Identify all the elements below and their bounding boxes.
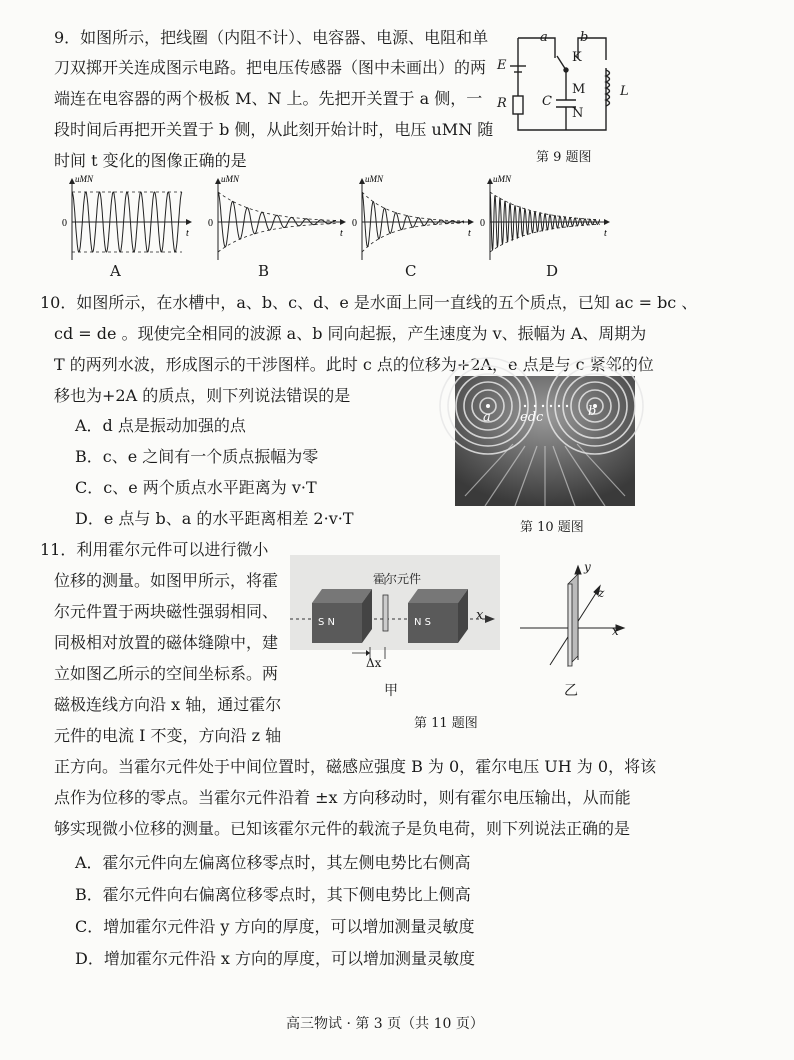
right-magnet-poles: N S <box>414 617 432 628</box>
q11-figure-caption: 第 11 题图 <box>414 716 478 731</box>
q9-figure-caption: 第 9 题图 <box>536 150 592 165</box>
left-magnet-poles: S N <box>318 617 336 628</box>
q10-line-1: 10．如图所示，在水槽中，a、b、c、d、e 是水面上同一直线的五个质点，已知 ac = bc 、 <box>40 293 698 312</box>
graph-C-y-label: uMN <box>365 174 383 184</box>
graph-D-curve <box>490 192 600 250</box>
q9-option-graphs <box>0 0 794 300</box>
graph-C-x-arrow <box>468 219 474 225</box>
dx-label: Δx <box>366 656 382 670</box>
graph-D-y-label: uMN <box>493 174 511 184</box>
circuit-label-K: K <box>572 50 582 65</box>
yi-z-axis-label: z <box>598 586 605 600</box>
q11-line-9: 点作为位移的零点。当霍尔元件沿着 ±x 方向移动时，则有霍尔电压输出，从而能 <box>54 788 631 807</box>
q9-line-3: 端连在电容器的两个极板 M、N 上。先把开关置于 a 侧，一 <box>54 89 483 108</box>
q11-line-7: 元件的电流 I 不变，方向沿 z 轴 <box>54 726 282 745</box>
jia-x-axis-label: x <box>476 608 484 623</box>
yi-y-axis-label: y <box>584 560 591 574</box>
yi-x-axis-label: x <box>612 624 619 638</box>
graph-B-curve <box>218 192 336 247</box>
graph-B-origin: 0 <box>208 218 213 229</box>
circuit-label-N: N <box>572 106 584 121</box>
q11-line-2: 位移的测量。如图甲所示，将霍 <box>54 571 279 590</box>
circuit-label-M: M <box>572 82 586 97</box>
q11-option-D: D．增加霍尔元件沿 x 方向的厚度，可以增加测量灵敏度 <box>75 949 476 968</box>
graph-A-y-label: uMN <box>75 174 93 184</box>
q9-line-4: 段时间后再把开关置于 b 侧，从此刻开始计时，电压 uMN 随 <box>54 120 494 139</box>
q9-line-2: 刀双掷开关连成图示电路。把电压传感器（图中未画出）的两 <box>54 58 487 77</box>
q10-line-4: 移也为+2A 的质点，则下列说法错误的是 <box>54 386 351 405</box>
circuit-label-L: L <box>620 84 629 99</box>
graph-C-origin: 0 <box>352 218 357 229</box>
hall-element-label: 霍尔元件 <box>373 572 422 586</box>
q10-line-2: cd = de 。现使完全相同的波源 a、b 同向起振，产生速度为 v、振幅为 A、周期为 <box>54 324 647 343</box>
circuit-label-R: R <box>497 96 507 111</box>
graph-D-x-label: t <box>604 228 607 239</box>
q9-line-5: 时间 t 变化的图像正确的是 <box>54 151 247 170</box>
figure-jia-name: 甲 <box>384 683 398 699</box>
q11-line-1: 11．利用霍尔元件可以进行微小 <box>40 540 269 559</box>
circuit-label-b: b <box>580 30 589 45</box>
graph-A-x-label: t <box>186 228 189 239</box>
q9-option-A-label: A <box>110 262 121 280</box>
q11-line-5: 立如图乙所示的空间坐标系。两 <box>54 664 279 683</box>
graph-B-envelope-bottom <box>218 224 336 253</box>
q9-option-C-label: C <box>405 262 417 280</box>
circuit-label-C: C <box>542 94 552 109</box>
circuit-label-a: a <box>540 30 548 45</box>
q9-option-D-label: D <box>546 262 559 280</box>
q9-option-B-label: B <box>258 262 270 280</box>
graph-A-x-arrow <box>186 219 192 225</box>
graph-B-x-arrow <box>340 219 346 225</box>
q10-option-B: B．c、e 之间有一个质点振幅为零 <box>75 447 319 466</box>
graph-C-curve <box>362 192 464 247</box>
q11-option-C: C．增加霍尔元件沿 y 方向的厚度，可以增加测量灵敏度 <box>75 917 475 936</box>
graph-B-y-label: uMN <box>221 174 239 184</box>
graph-D-x-arrow <box>604 219 610 225</box>
q11-line-4: 同极相对放置的磁体缝隙中，建 <box>54 633 279 652</box>
q11-line-8: 正方向。当霍尔元件处于中间位置时，磁感应强度 B 为 0，霍尔电压 UH 为 0，将该 <box>54 757 657 776</box>
q10-line-3: T 的两列水波，形成图示的干涉图样。此时 c 点的位移为+2A，e 点是与 c 紧邻的位 <box>54 355 654 374</box>
photo-label-edc: edc <box>520 410 544 425</box>
graph-C-x-label: t <box>468 228 471 239</box>
q11-option-B: B．霍尔元件向右偏离位移零点时，其下侧电势比上侧高 <box>75 885 471 904</box>
graph-C-envelope-top <box>362 192 464 221</box>
q9-line-1: 9．如图所示，把线圈（内阻不计）、电容器、电源、电阻和单 <box>54 28 489 47</box>
photo-label-a: a <box>483 410 491 425</box>
q11-line-6: 磁极连线方向沿 x 轴，通过霍尔 <box>54 695 282 714</box>
q10-option-A: A．d 点是振动加强的点 <box>75 416 246 435</box>
q11-line-10: 够实现微小位移的测量。已知该霍尔元件的载流子是负电荷，则下列说法正确的是 <box>54 819 631 838</box>
q11-option-A: A．霍尔元件向左偏离位移零点时，其左侧电势比右侧高 <box>75 853 471 872</box>
q11-line-3: 尔元件置于两块磁性强弱相同、 <box>54 602 279 621</box>
graph-D-origin: 0 <box>480 218 485 229</box>
q10-figure-caption: 第 10 题图 <box>520 520 584 535</box>
photo-label-b: b <box>588 404 597 419</box>
q10-option-D: D．e 点与 b、a 的水平距离相差 2·v·T <box>75 509 354 528</box>
q11-figure-yi <box>520 560 630 680</box>
figure-yi-name: 乙 <box>564 683 578 699</box>
circuit-label-E: E <box>497 58 507 73</box>
q10-option-C: C．c、e 两个质点水平距离为 v·T <box>75 478 317 497</box>
page-footer: 高三物试 · 第 3 页（共 10 页） <box>286 1016 484 1032</box>
graph-A-origin: 0 <box>62 218 67 229</box>
graph-B-x-label: t <box>340 228 343 239</box>
q10-interference-photo <box>455 376 635 506</box>
